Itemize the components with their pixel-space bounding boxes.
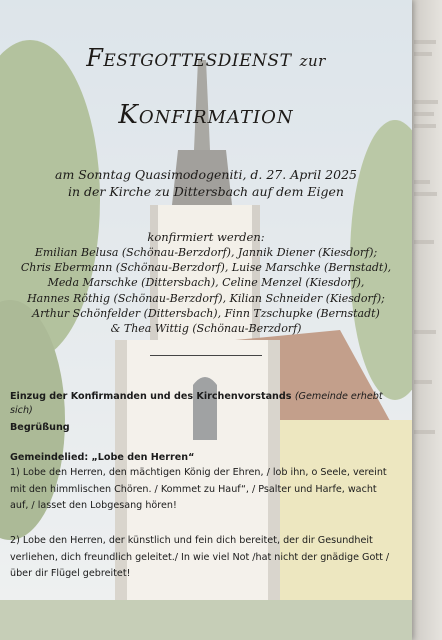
entry-note: (Gemeinde erhebt sich) bbox=[10, 391, 383, 416]
entry-item: Einzug der Konfirmanden und des Kirchenvorstands (Gemeinde erhebt sich) bbox=[10, 391, 383, 416]
date-line: am Sonntag Quasimodogeniti, d. 27. April 2025 bbox=[55, 167, 357, 182]
confirmand-line: Emilian Belusa (Schönau-Berzdorf), Jannik Diener (Kiesdorf); bbox=[34, 246, 378, 259]
confirmand-line: Hannes Röthig (Schönau-Berzdorf), Kilian Schneider (Kiesdorf); bbox=[27, 291, 385, 305]
confirmand-line: Arthur Schönfelder (Dittersbach), Finn Tzschupke (Bernstadt) bbox=[32, 306, 380, 320]
hymn-verse-1: 1) Lobe den Herren, den mächtigen König der Ehren, / lob ihn, o Seele, vereint mit den himmlischen Chören. / Kommet zu Hauf“, / Psalter und Harfe, wacht auf, / lasset den Lobgesang hören! bbox=[10, 467, 387, 511]
hymn-verse-2: 2) Lobe den Herren, der künstlich und fein dich bereitet, der dir Gesundheit verliehen, dich freundlich geleitet./ In wie viel Not /hat nicht der gnädige Gott /über dir Flügel gebreitet! bbox=[10, 535, 390, 579]
divider-line bbox=[150, 355, 262, 356]
confirmands-list bbox=[0, 245, 412, 336]
place-line: in der Kirche zu Dittersbach auf dem Eigen bbox=[68, 184, 344, 199]
title-line-2: Konfirmation bbox=[118, 100, 294, 130]
confirmand-line: Chris Ebermann (Schönau-Berzdorf), Luise Marschke (Bernstadt), bbox=[20, 261, 392, 275]
confirmand-line: & Thea Wittig (Schönau-Berzdorf) bbox=[110, 322, 302, 336]
greeting-item: Begrüßung bbox=[10, 422, 70, 433]
confirmand-line: Meda Marschke (Dittersbach), Celine Menzel (Kiesdorf), bbox=[47, 276, 365, 290]
next-page-edge bbox=[412, 0, 442, 640]
confirmands-heading: konfirmiert werden: bbox=[147, 230, 265, 244]
hymn-title: Gemeindelied: „Lobe den Herren“ bbox=[10, 452, 195, 463]
title-line-1: Festgottesdienst zur bbox=[86, 44, 326, 72]
